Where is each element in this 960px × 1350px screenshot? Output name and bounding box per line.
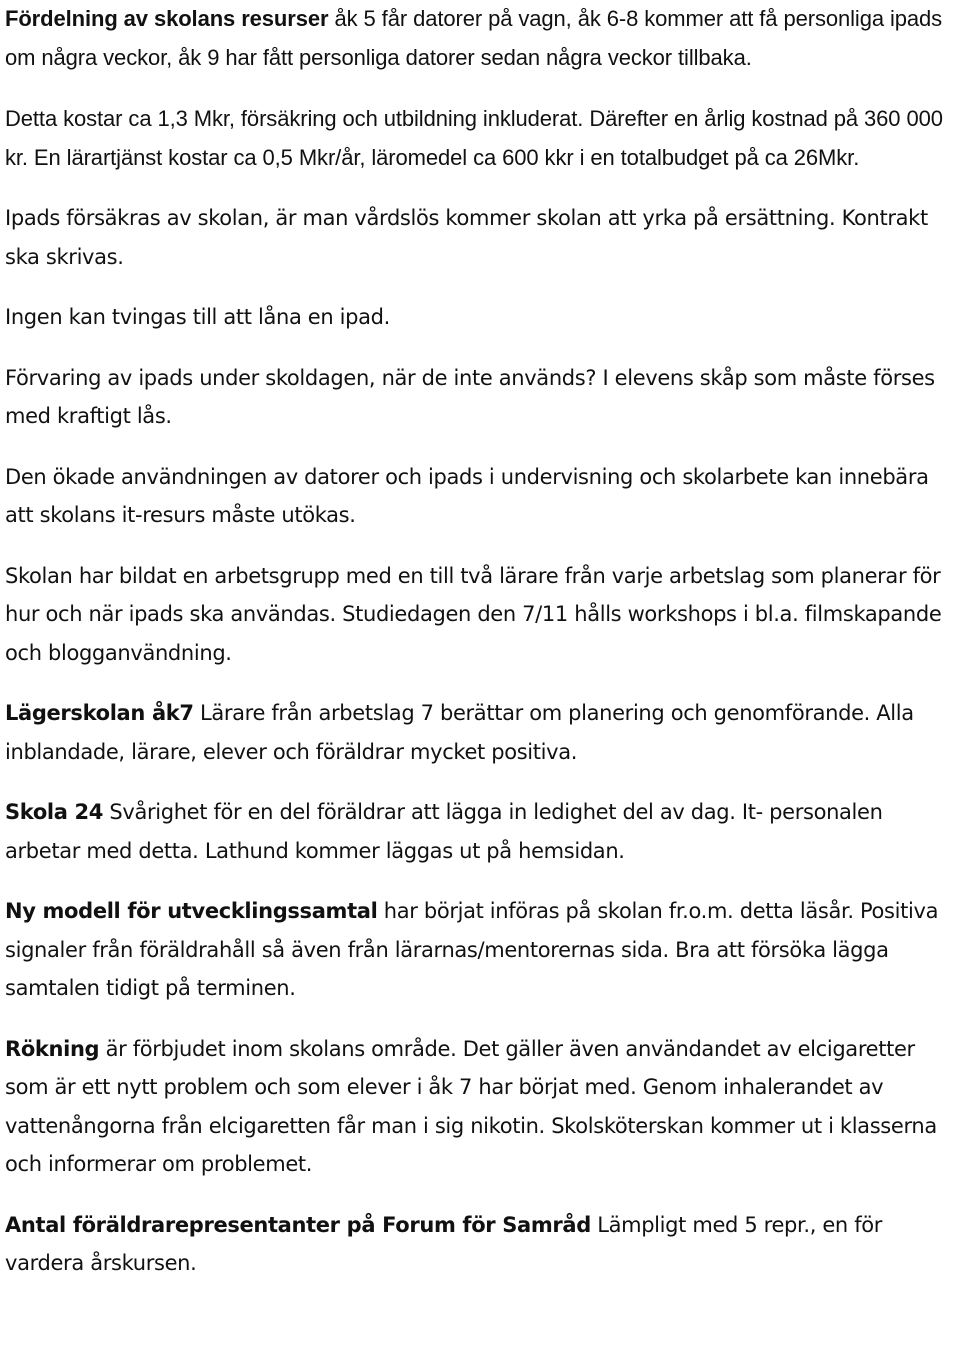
paragraph-resource-distribution [5,0,946,77]
paragraph-heading: Lägerskolan åk7 [5,701,194,725]
paragraph-storage [5,359,946,436]
paragraph-text: Detta kostar ca 1,3 Mkr, försäkring och utbildning inkluderat. Därefter en årlig kostnad på 360 000 kr. En lärartjänst kostar ca 0,5 Mkr/år, läromedel ca 600 kkr i en totalbudget på ca 26Mkr. [5,106,943,170]
paragraph-text: Förvaring av ipads under skoldagen, när de inte används? I elevens skåp som måste förses med kraftigt lås. [5,365,935,428]
paragraph-development-talks [5,892,946,1008]
paragraph-heading: Skola 24 [5,800,104,824]
paragraph-parent-representatives [5,1206,946,1283]
paragraph-text: åk 5 får datorer på vagn, åk 6-8 kommer att få personliga ipads om några veckor, åk 9 har fått personliga datorer sedan några veckor tillbaka. [5,6,943,70]
paragraph-heading: Fördelning av skolans resurser [5,6,329,31]
paragraph-text: är förbjudet inom skolans område. Det gäller även användandet av elcigaretter som är ett nytt problem och som elever i åk 7 har börjat med. Genom inhalerandet av vattenångorna från elcigaretten får man i sig nikotin. Skolsköterskan kommer ut i klasserna och informerar om problemet. [5,1036,937,1176]
paragraph-text: Skolan har bildat en arbetsgrupp med en till två lärare från varje arbetslag som planerar för hur och när ipads ska användas. Studiedagen den 7/11 hålls workshops i bl.a. filmskapande och blogganvändning. [5,563,942,665]
paragraph-it-resources [5,458,946,535]
paragraph-text: Den ökade användningen av datorer och ipads i undervisning och skolarbete kan innebära att skolans it-resurs måste utökas. [5,464,929,527]
paragraph-text: Lämpligt med 5 repr., en för vardera årskursen. [5,1212,883,1275]
paragraph-ipad-insurance [5,199,946,276]
paragraph-costs [5,100,946,177]
paragraph-text: Ingen kan tvingas till att låna en ipad. [5,305,390,329]
paragraph-no-obligation [5,298,946,337]
paragraph-text: Ipads försäkras av skolan, är man vårdslös kommer skolan att yrka på ersättning. Kontrakt ska skrivas. [5,206,928,269]
paragraph-heading: Rökning [5,1036,100,1061]
paragraph-heading: Ny modell för utvecklingssamtal [5,899,378,923]
paragraph-camp-school [5,694,946,771]
paragraph-smoking [5,1030,946,1184]
paragraph-text: Lärare från arbetslag 7 berättar om planering och genomförande. Alla inblandade, lärare, elever och föräldrar mycket positiva. [5,701,914,764]
paragraph-text: Svårighet för en del föräldrar att lägga in ledighet del av dag. It- personalen arbetar med detta. Lathund kommer läggas ut på hemsidan. [5,800,883,863]
paragraph-skola24 [5,793,946,870]
paragraph-text: har börjat införas på skolan fr.o.m. detta läsår. Positiva signaler från föräldrahåll så även från lärarnas/mentorernas sida. Bra att försöka lägga samtalen tidigt på terminen. [5,899,939,1000]
paragraph-heading: Antal föräldrarepresentanter på Forum för Samråd [5,1212,591,1237]
paragraph-working-group [5,557,946,673]
